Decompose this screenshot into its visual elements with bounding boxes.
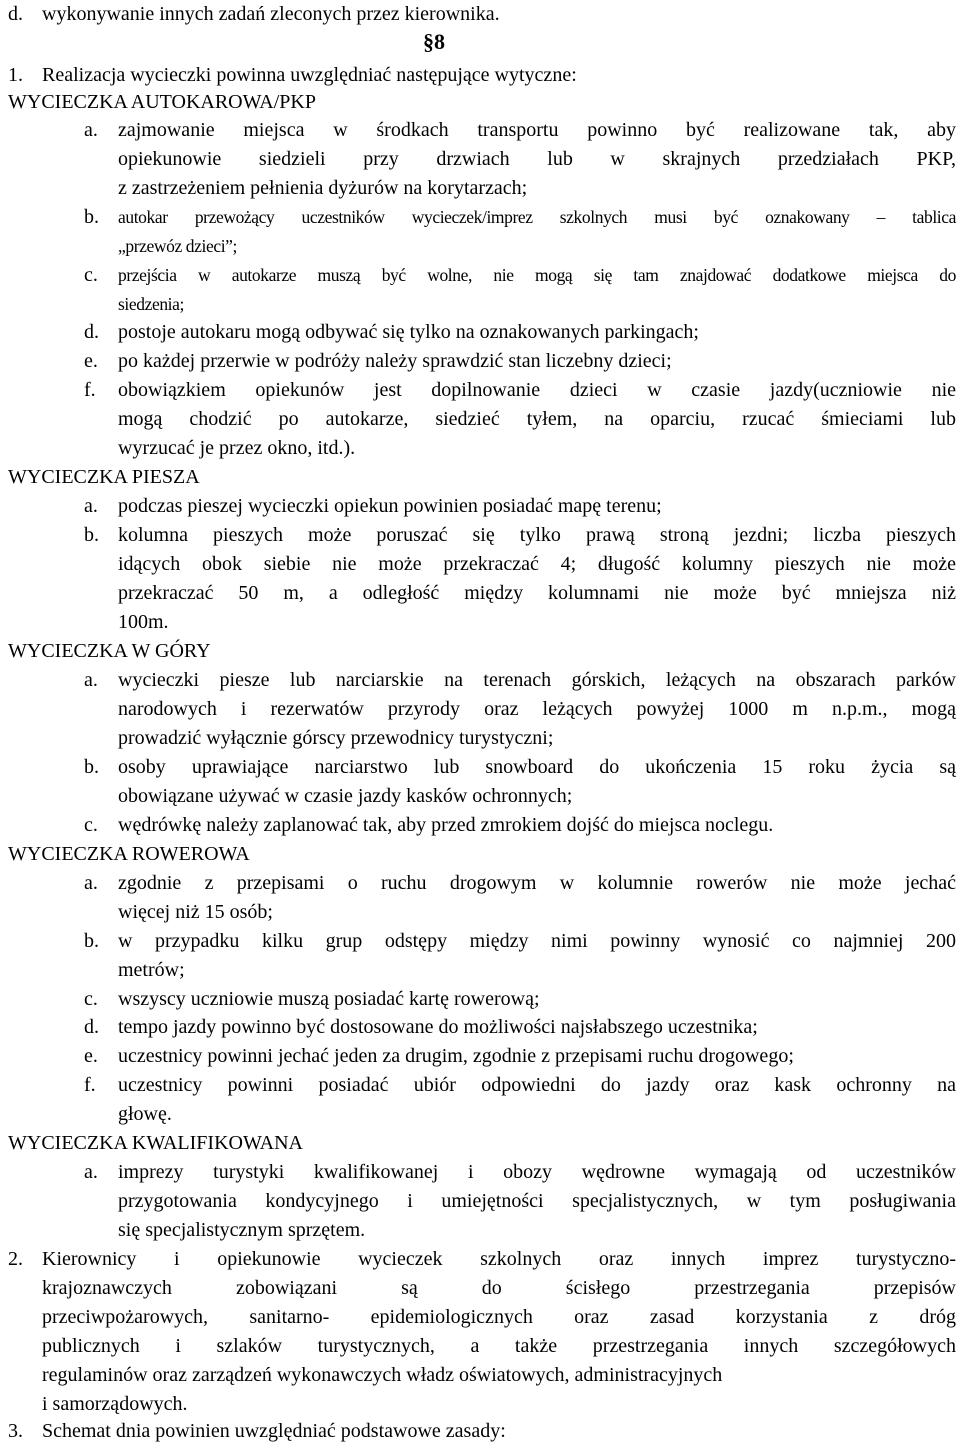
item-text: wykonywanie innych zadań zleconych przez kierownika. [42,3,500,25]
item-label: c. [84,814,98,836]
item-label: f. [84,1074,96,1096]
item-text: uczestnicy powinni posiadać ubiór odpowiedni do jazdy oraz kask ochronny na [118,1074,956,1096]
item-text: postoje autokaru mogą odbywać się tylko na oznakowanych parkingach; [118,321,699,343]
item-text: przejścia w autokarze muszą być wolne, nie mogą się tam znajdować dodatkowe miejsca do [118,265,956,285]
item-label: c. [84,264,98,286]
item-text: uczestnicy powinni jechać jeden za drugim, zgodnie z przepisami ruchu drogowego; [118,1045,794,1067]
point-text: publicznych i szlaków turystycznych, a także przestrzegania innych szczegółowych [42,1335,956,1357]
point-text: i samorządowych. [42,1393,188,1415]
item-text: przygotowania kondycyjnego i umiejętności specjalistycznych, w tym posługiwania [118,1190,956,1212]
item-text: podczas pieszej wycieczki opiekun powinien posiadać mapę terenu; [118,495,662,517]
item-label: f. [84,379,96,401]
point-text: Schemat dnia powinien uwzględniać podstawowe zasady: [42,1420,506,1442]
section-heading: WYCIECZKA PIESZA [8,466,200,488]
item-text: po każdej przerwie w podróży należy sprawdzić stan liczebny dzieci; [118,350,672,372]
item-label: a. [84,1161,98,1183]
item-text: kolumna pieszych może poruszać się tylko prawą stroną jezdni; liczba pieszych [118,524,956,546]
item-label: e. [84,350,98,372]
section-heading: WYCIECZKA AUTOKAROWA/PKP [8,91,316,113]
item-text: mogą chodzić po autokarze, siedzieć tyłem, na oparciu, rzucać śmieciami lub [118,408,956,430]
item-text: 100m. [118,611,169,633]
item-text: autokar przewożący uczestników wycieczek/imprez szkolnych musi być oznakowany – tablica [118,207,956,227]
item-text: metrów; [118,959,185,981]
item-label: b. [84,930,99,952]
item-text: osoby uprawiające narciarstwo lub snowboard do ukończenia 15 roku życia są [118,756,956,778]
item-text: wszyscy uczniowie muszą posiadać kartę rowerową; [118,988,540,1010]
item-text: wędrówkę należy zaplanować tak, aby przed zmrokiem dojść do miejsca noclegu. [118,814,774,836]
item-text: zajmowanie miejsca w środkach transportu powinno być realizowane tak, aby [118,119,956,141]
point-number: 3. [8,1420,23,1442]
item-text: narodowych i rezerwatów przyrody oraz leżących powyżej 1000 m n.p.m., mogą [118,698,956,720]
item-text: obowiązane używać w czasie jazdy kasków ochronnych; [118,785,573,807]
item-label: d. [8,3,23,25]
item-label: b. [84,756,99,778]
item-text: przekraczać 50 m, a odległość między kolumnami nie może być mniejsza niż [118,582,956,604]
item-text: „przewóz dzieci”; [118,236,238,256]
item-text: idących obok siebie nie może przekraczać 4; długość kolumny pieszych nie może [118,553,956,575]
item-label: a. [84,119,98,141]
item-text: tempo jazdy powinno być dostosowane do możliwości najsłabszego uczestnika; [118,1016,758,1038]
item-text: w przypadku kilku grup odstępy między nimi powinny wynosić co najmniej 200 [118,930,956,952]
section-heading: WYCIECZKA W GÓRY [8,640,211,662]
item-label: d. [84,1016,99,1038]
point-text: przeciwpożarowych, sanitarno- epidemiologicznych oraz zasad korzystania z dróg [42,1306,956,1328]
section-number: §8 [423,29,445,54]
item-text: się specjalistycznym sprzętem. [118,1219,366,1241]
item-text: prowadzić wyłącznie górscy przewodnicy turystyczni; [118,727,554,749]
item-text: imprezy turystyki kwalifikowanej i obozy wędrowne wymagają od uczestników [118,1161,956,1183]
item-label: b. [84,524,99,546]
item-label: d. [84,321,99,343]
point-text: Kierownicy i opiekunowie wycieczek szkolnych oraz innych imprez turystyczno- [42,1248,956,1270]
item-label: a. [84,495,98,517]
section-heading: WYCIECZKA ROWEROWA [8,843,250,865]
item-text: z zastrzeżeniem pełnienia dyżurów na korytarzach; [118,177,528,199]
point-text: regulaminów oraz zarządzeń wykonawczych władz oświatowych, administracyjnych [42,1364,723,1386]
item-text: wycieczki piesze lub narciarskie na terenach górskich, leżących na obszarach parków [118,669,956,691]
point-number: 2. [8,1248,23,1270]
item-label: e. [84,1045,98,1067]
item-label: a. [84,872,98,894]
point-text: Realizacja wycieczki powinna uwzględniać następujące wytyczne: [42,64,577,86]
item-text: głowę. [118,1103,172,1125]
item-label: b. [84,206,99,228]
item-text: obowiązkiem opiekunów jest dopilnowanie dzieci w czasie jazdy(uczniowie nie [118,379,956,401]
item-label: c. [84,988,98,1010]
item-text: siedzenia; [118,294,184,314]
point-number: 1. [8,64,23,86]
item-text: zgodnie z przepisami o ruchu drogowym w kolumnie rowerów nie może jechać [118,872,956,894]
item-text: wyrzucać je przez okno, itd.). [118,437,356,459]
item-label: a. [84,669,98,691]
section-heading: WYCIECZKA KWALIFIKOWANA [8,1132,303,1154]
point-text: krajoznawczych zobowiązani są do ścisłego przestrzegania przepisów [42,1277,956,1299]
item-text: opiekunowie siedzieli przy drzwiach lub w skrajnych przedziałach PKP, [118,148,956,170]
item-text: więcej niż 15 osób; [118,901,273,923]
